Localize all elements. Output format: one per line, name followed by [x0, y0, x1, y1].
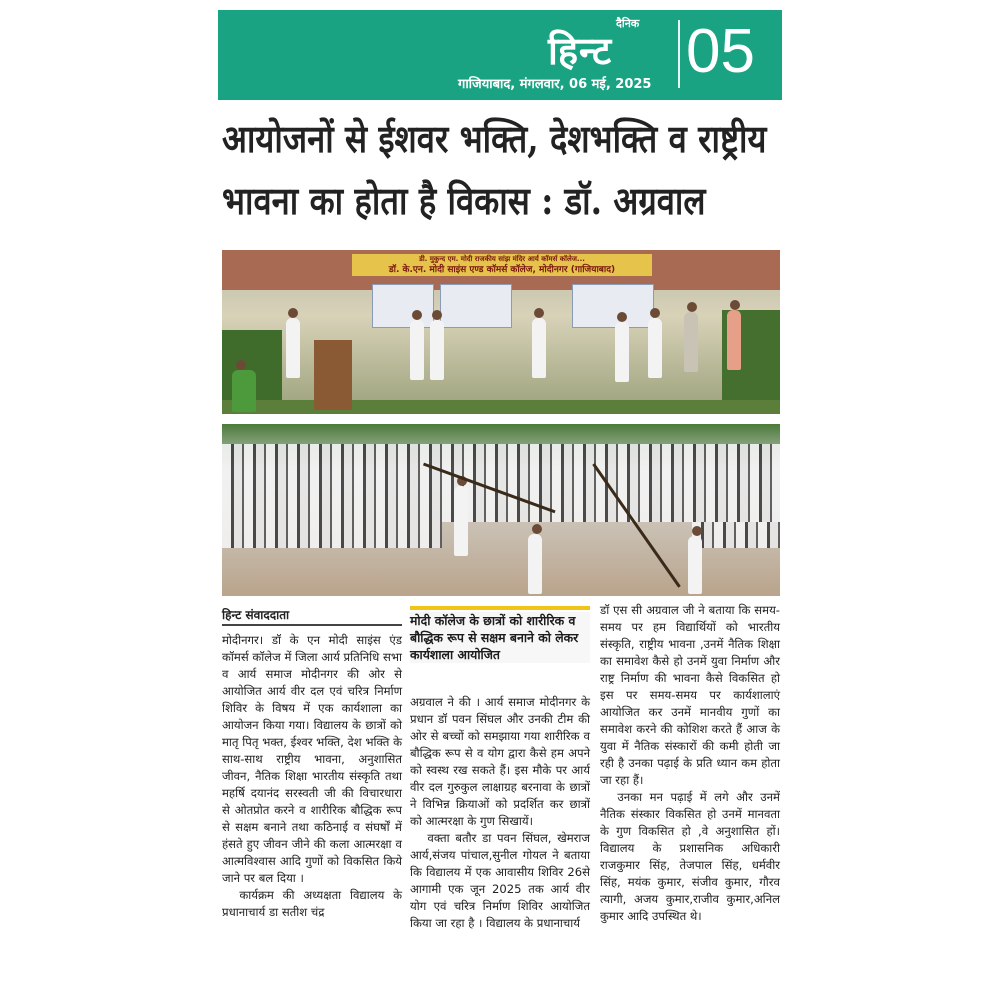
event-photo-crowd: [222, 424, 780, 596]
paragraph: मोदीनगर। डॉ के एन मोदी साइंस एंड कॉमर्स कॉलेज में जिला आर्य प्रतिनिधि सभा व आर्य समाज मोदीनगर की ओर से आयोजित आर्य वीर दल एवं चरित्र निर्माण शिविर के विषय में एक कार्यशाला का आयोजन किया गया। विद्यालय के छात्रों को मातृ पितृ भक्त, ईश्वर भक्ति, देश भक्ति के साथ-साथ राष्ट्रीय भावना, अनुशासित जीवन, नैतिक शिक्षा भारतीय संस्कृति तथा महर्षि दयानंद सरस्वती जी की विचारधारा से ओतप्रोत करने व शारीरिक बौद्धिक रूप से सक्षम बनाने तथा कठिनाई व संघर्षों में हंसते हुए जीवन जीने की कला आत्मरक्षा व आत्मविश्वास आदि गुणों को विकसित किये जाने पर बल दिया ।: [222, 633, 402, 885]
masthead-divider: [678, 20, 680, 88]
paragraph: उनका मन पढ़ाई में लगे और उनमें नैतिक संस्कार विकसित हो उनमें मानवता के गुण विकसित हो ,वे अनुशासित हों। विद्यालय के प्रशासनिक अधिकारी राजकुमार सिंह, तेजपाल सिंह, धर्मवीर सिंह, मयंक कुमार, संजीव कुमार, गौरव त्यागी, अजय कुमार,राजीव कुमार,अनिल कुमार आदि उपस्थित थे।: [600, 790, 780, 923]
article-column-2: [410, 694, 590, 932]
dateline: गाजियाबाद, मंगलवार, 06 मई, 2025: [458, 77, 652, 92]
subheadline-box: [410, 606, 590, 663]
newspaper-logo: हिन्ट: [548, 28, 613, 73]
paragraph: अग्रवाल ने की । आर्य समाज मोदीनगर के प्रधान डॉ पवन सिंघल और उनकी टीम की ओर से बच्चों को समझाया गया शारीरिक व बौद्धिक रूप से व योग द्वारा कैसे हम अपने को स्वस्थ रख सकते हैं। इस मौके पर आर्य वीर दल गुरुकुल लाक्षाग्रह बरनावा के छात्रों ने विभिन्न क्रियाओं को प्रदर्शित कर छात्रों को आत्मरक्षा के गुण सिखायें।: [410, 695, 590, 828]
article-column-3: [600, 602, 780, 925]
page-headline: [222, 108, 767, 232]
headline-line-1: आयोजनों से ईशवर भक्ति, देशभक्ति व राष्ट्रीय: [222, 116, 767, 161]
newspaper-page: [218, 10, 782, 995]
logo-subtitle: दैनिक: [616, 17, 640, 30]
byline: हिन्ट संवाददाता: [222, 608, 290, 622]
event-photo-stage: [222, 250, 780, 414]
paragraph: कार्यक्रम की अध्यक्षता विद्यालय के प्रधानाचार्य डा सतीश चंद्र: [222, 888, 402, 919]
college-banner: डी. मुकुन्द एम. मोदी राजकीय सांझ मंदिर आर्य कॉमर्स कॉलेज... डॉ. के.एन. मोदी साइंस एण्ड कॉमर्स कॉलेज, मोदीनगर (गाजियाबाद): [352, 254, 652, 276]
headline-line-2: भावना का होता है विकास : डॉ. अग्रवाल: [222, 178, 706, 223]
masthead: [218, 10, 782, 100]
subheadline-rule: [410, 606, 590, 610]
article-column-1: [222, 632, 402, 921]
byline-rule: [222, 624, 402, 626]
page-number: 05: [686, 17, 755, 86]
paragraph: डॉ एस सी अग्रवाल जी ने बताया कि समय-समय पर हम विद्यार्थियों को भारतीय संस्कृति, राष्ट्रीय भावना ,उनमें नैतिक शिक्षा का समावेश कैसे हो उनमें युवा निर्माण और राष्ट्र निर्माण की भावना कैसे विकसित हो इस पर समय-समय पर कार्यशालाएं आयोजित कर उनमें मानवीय गुणों का समावेश करने की कोशिश करते हैं आज के युवा में नैतिक संस्कारों की कमी होती जा रही है उनका पढ़ाई के प्रति ध्यान कम होता जा रहा हैं।: [600, 603, 780, 787]
paragraph: वक्ता बतौर डा पवन सिंघल, खेमराज आर्य,संजय पांचाल,सुनील गोयल ने बताया कि विद्यालय में एक आवासीय शिविर 26से आगामी एक जून 2025 तक आर्य वीर योग एवं चरित्र निर्माण शिविर आयोजित किया जा रहा है । विद्यालय के प्रधानाचार्य: [410, 831, 590, 930]
subheadline: मोदी कॉलेज के छात्रों को शारीरिक व बौद्धिक रूप से सक्षम बनाने को लेकर कार्यशाला आयोजित: [410, 612, 590, 663]
